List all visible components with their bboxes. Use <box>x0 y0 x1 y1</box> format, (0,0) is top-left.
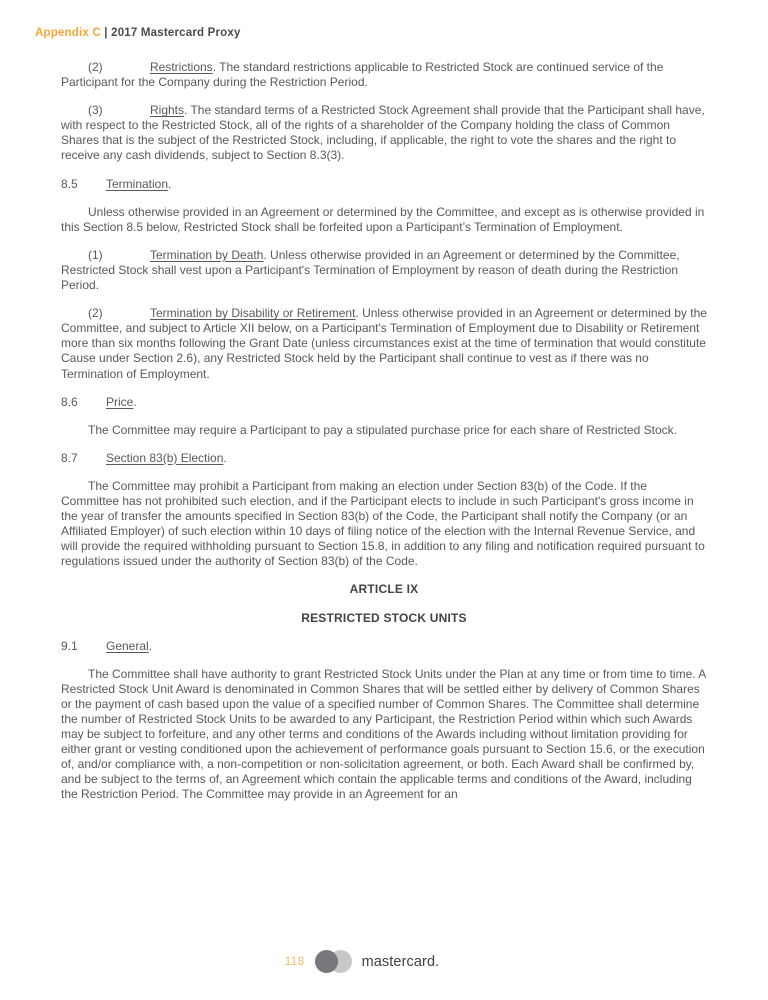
section-heading-9-1 <box>61 639 707 654</box>
page-header <box>35 27 241 39</box>
footer-row <box>285 950 440 973</box>
page-number: 118 <box>284 955 305 968</box>
section-number: 8.6 <box>61 394 78 409</box>
paragraph-text: . The standard restrictions applicable to Restricted Stock are continued service of the Participant for the Company during the Restriction Period. <box>61 60 664 90</box>
paragraph-text: . Unless otherwise provided in an Agreement or determined by the Committee, and subject to Article XII below, on a Participant's Termination of Employment due to Disability or Retirement more than six months following the Grant Date (unless circumstances exist at the time of termination that would constitute Cause under Section 2.6), any Restricted Stock held by the Participant shall continue to vest as if there was no Termination of Employment. <box>61 306 707 381</box>
paragraph-number: (2) <box>88 306 103 321</box>
paragraph-termination-general <box>61 205 707 235</box>
section-title: Price <box>106 394 134 409</box>
page-footer <box>0 950 768 973</box>
paragraph-text: The Committee may require a Participant to pay a stipulated purchase price for each share of Restricted Stock. <box>88 422 677 437</box>
paragraph-rsu-general <box>61 667 707 803</box>
paragraph-title: Rights <box>150 103 185 118</box>
section-period: . <box>148 638 153 653</box>
paragraph-title: Termination by Death <box>150 247 264 262</box>
paragraph-title: Restrictions <box>150 60 213 74</box>
paragraph-termination-death <box>61 248 707 293</box>
section-heading-8-7 <box>61 451 707 466</box>
section-number: 8.5 <box>61 176 78 191</box>
paragraph-restrictions <box>61 60 707 90</box>
paragraph-price <box>61 423 707 438</box>
section-title: Section 83(b) Election <box>106 450 224 465</box>
paragraph-text: . Unless otherwise provided in an Agreement or determined by the Committee, Restricted Stock shall vest upon a Participant's Termination of Employment by reason of death during the Restriction Period. <box>61 247 680 293</box>
paragraph-termination-disability <box>61 306 707 381</box>
proxy-title: | 2017 Mastercard Proxy <box>100 27 241 39</box>
article-subheading: RESTRICTED STOCK UNITS <box>301 610 467 625</box>
paragraph-number: (3) <box>88 103 103 118</box>
document-body <box>61 60 707 816</box>
section-title: General <box>106 638 149 653</box>
paragraph-text: . The standard terms of a Restricted Stock Agreement shall provide that the Participant shall have, with respect to the Restricted Stock, all of the rights of a shareholder of the Company holding the class of Common Shares that is the subject of the Restricted Stock, including, if applicable, the right to vote the shares and the right to receive any cash dividends, subject to Section 8.3(3). <box>61 103 705 163</box>
section-period: . <box>133 394 137 409</box>
mastercard-wordmark: mastercard. <box>361 953 440 970</box>
appendix-label: Appendix C <box>35 27 101 39</box>
mastercard-dark-circle-icon <box>315 950 338 973</box>
section-heading-8-6 <box>61 395 707 410</box>
paragraph-title: Termination by Disability or Retirement <box>150 306 356 321</box>
section-heading-8-5 <box>61 177 707 192</box>
section-number: 8.7 <box>61 450 78 465</box>
paragraph-text: The Committee may prohibit a Participant from making an election under Section 83(b) of the Code. If the Committee has not prohibited such election, and if the Participant elects to include in such Participant's gross income in the year of transfer the amounts specified in Section 83(b) of the Code, the Participant shall notify the Company (or an Affiliated Employer) of such election within 10 days of filing notice of the election with the Internal Revenue Service, and will provide the required withholding pursuant to Section 15.8, in addition to any filing and notification required pursuant to regulations issued under the authority of Section 83(b) of the Code. <box>61 478 705 569</box>
section-title: Termination <box>106 176 169 191</box>
paragraph-83b-election <box>61 479 707 570</box>
section-period: . <box>168 176 172 191</box>
section-number: 9.1 <box>61 638 78 653</box>
paragraph-text: Unless otherwise provided in an Agreement or determined by the Committee, and except as is otherwise provided in this Section 8.5 below, Restricted Stock shall be forfeited upon a Participant’s Termination of Employment. <box>61 204 705 234</box>
paragraph-number: (1) <box>88 247 103 262</box>
mastercard-logo-icon <box>315 950 352 973</box>
paragraph-number: (2) <box>88 60 103 74</box>
article-heading: ARTICLE IX <box>349 582 419 597</box>
section-period: . <box>223 450 227 465</box>
paragraph-rights <box>61 103 707 163</box>
paragraph-text: The Committee shall have authority to grant Restricted Stock Units under the Plan at any time or from time to time. A Restricted Stock Unit Award is denominated in Common Shares that will be settled either by delivery of Common Shares or the payment of cash based upon the value of a specified number of Common Shares. The Committee shall determine the number of Restricted Stock Units to be awarded to any Participant, the Restriction Period within which such Awards may be subject to forfeiture, and any other terms and conditions of the Awards including without limitation providing for either grant or vesting conditioned upon the achievement of performance goals pursuant to Section 15.6, or the execution of, and/or compliance with, a non-competition or non-solicitation agreement, or both. Each Award shall be confirmed by, and be subject to the terms of, an Agreement which contain the applicable terms and conditions of the Award, including the Restriction Period. The Committee may provide in an Agreement for an <box>61 666 706 802</box>
